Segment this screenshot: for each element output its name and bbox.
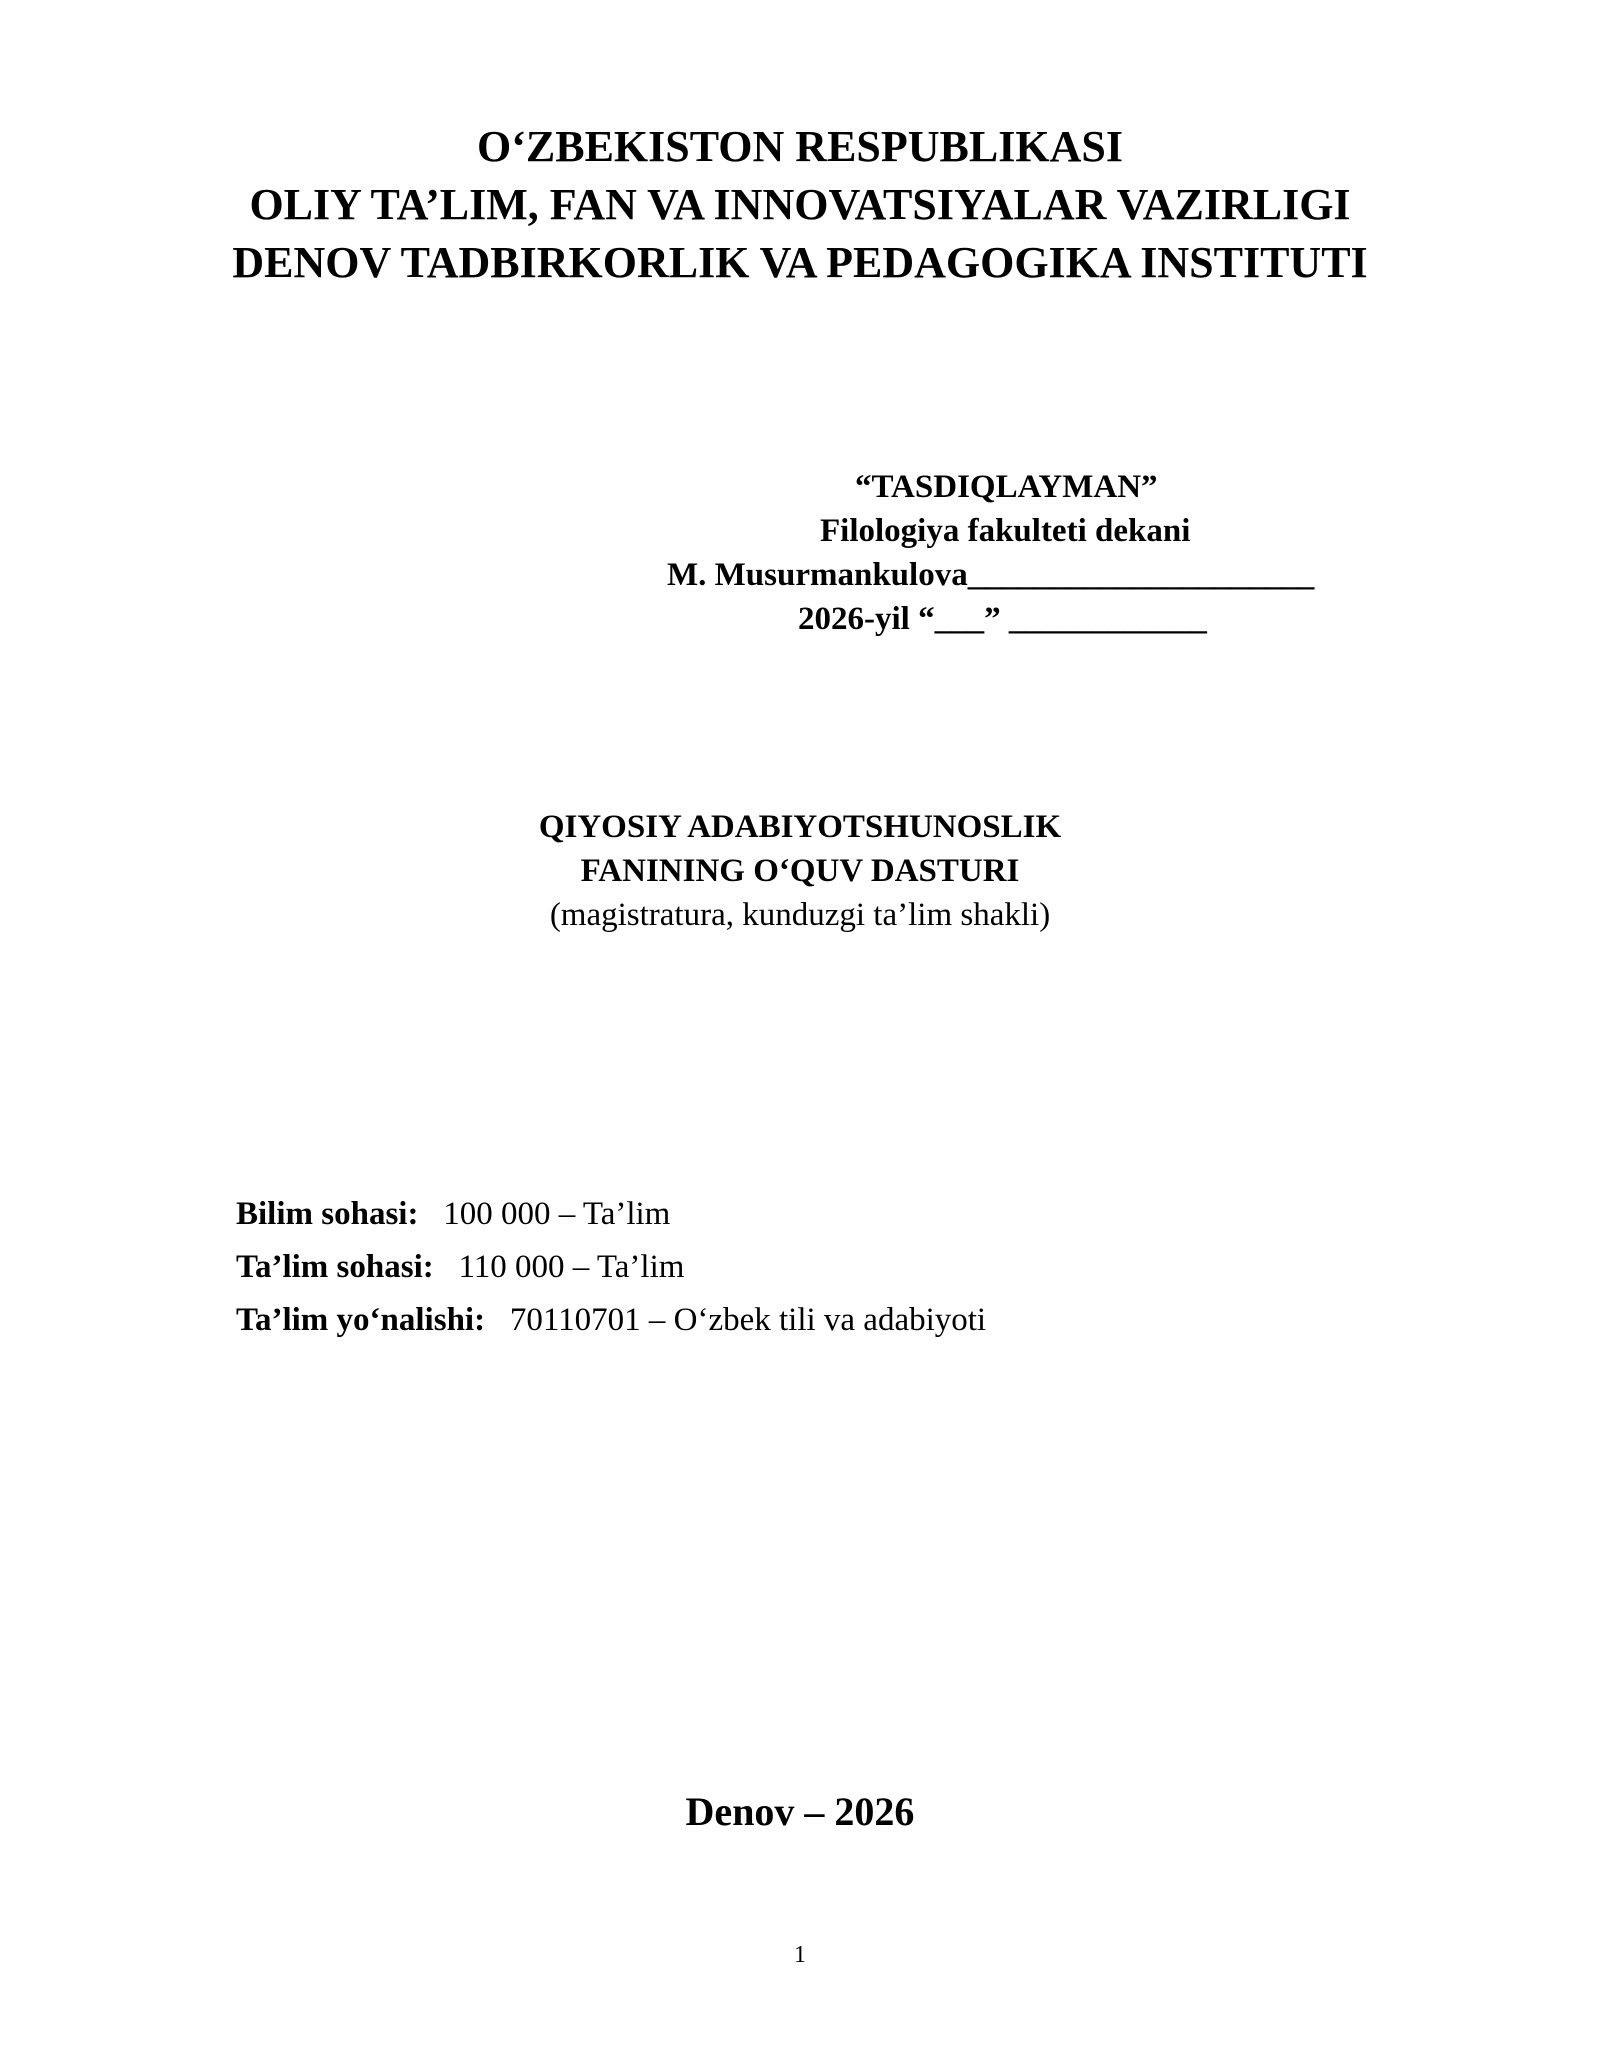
place-year: Denov – 2026 bbox=[685, 1789, 915, 1834]
document-header bbox=[0, 118, 1600, 292]
info-row bbox=[236, 1241, 986, 1294]
info-label: Ta’lim sohasi: bbox=[236, 1249, 434, 1285]
info-list bbox=[236, 1188, 986, 1347]
info-row bbox=[236, 1294, 986, 1347]
approval-signatory: M. Musurmankulova_____________________ bbox=[667, 557, 1315, 593]
title-subtitle: (magistratura, kunduzgi ta’lim shakli) bbox=[549, 897, 1051, 933]
info-label: Bilim sohasi: bbox=[236, 1196, 419, 1232]
document-title bbox=[0, 805, 1600, 937]
info-value: 110 000 – Ta’lim bbox=[458, 1249, 685, 1285]
title-line-1: QIYOSIY ADABIYOTSHUNOSLIK bbox=[538, 809, 1062, 845]
header-country: O‘ZBEKISTON RESPUBLIKASI bbox=[477, 122, 1123, 171]
header-institute: DENOV TADBIRKORLIK VA PEDAGOGIKA INSTITUTI bbox=[232, 238, 1368, 287]
info-value: 70110701 – O‘zbek tili va adabiyoti bbox=[509, 1302, 987, 1338]
approval-title: “TASDIQLAYMAN” bbox=[855, 469, 1158, 505]
header-ministry: OLIY TA’LIM, FAN VA INNOVATSIYALAR VAZIRLIGI bbox=[249, 180, 1351, 229]
approval-date: 2026-yil “___” ____________ bbox=[798, 601, 1207, 637]
page-number: 1 bbox=[794, 1942, 806, 1968]
title-line-2: FANINING O‘QUV DASTURI bbox=[580, 853, 1020, 889]
info-row bbox=[236, 1188, 986, 1241]
info-label: Ta’lim yo‘nalishi: bbox=[236, 1302, 486, 1338]
info-value: 100 000 – Ta’lim bbox=[443, 1196, 671, 1232]
approval-position: Filologiya fakulteti dekani bbox=[820, 513, 1191, 549]
